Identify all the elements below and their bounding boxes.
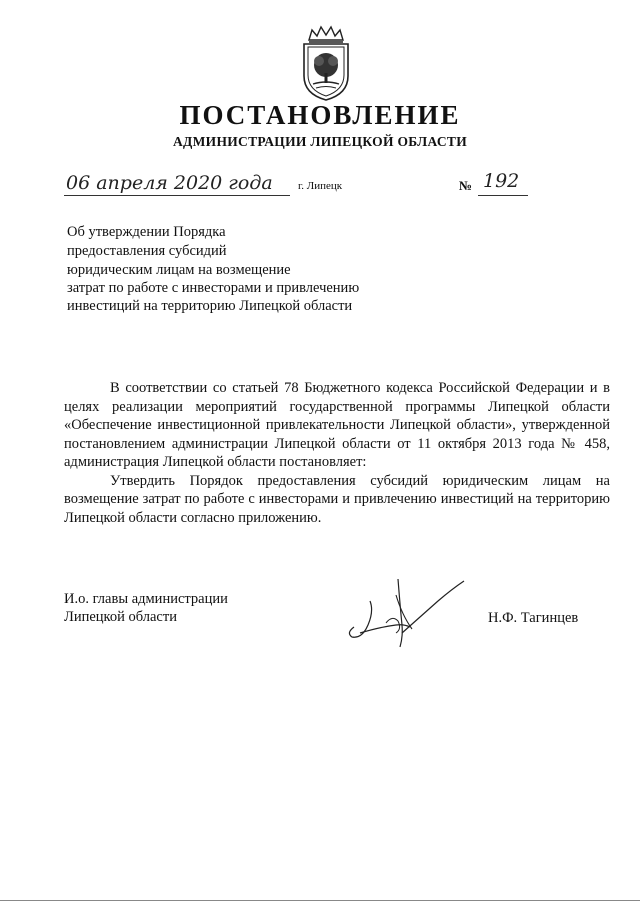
number-label: № <box>459 178 473 193</box>
subject-line: юридическим лицам на возмещение <box>67 262 291 278</box>
subject-line: предоставления субсидий <box>67 243 227 259</box>
date-underline <box>64 195 290 196</box>
signer-name: Н.Ф. Тагинцев <box>488 610 579 626</box>
document-body <box>64 379 610 527</box>
document-title: ПОСТАНОВЛЕНИЕ <box>179 100 461 130</box>
coat-of-arms-icon <box>299 24 353 102</box>
handwritten-date: 06 апреля 2020 года <box>66 172 273 194</box>
signer-position: И.о. главы администрации <box>64 591 228 607</box>
body-paragraph: В соответствии со статьей 78 Бюджетного кодекса Российской Федерации и в целях реализации мероприятий государственной программы Липецкой области «Обеспечение инвестиционной привлекательности Липецкой области», утвержденной постановлением администрации Липецкой области от 11 октября 2013 года № 458, администрация Липецкой области постановляет: <box>64 380 610 470</box>
subject-line: затрат по работе с инвесторами и привлечению <box>67 280 360 296</box>
subject-line: инвестиций на территорию Липецкой области <box>67 298 353 314</box>
handwritten-signature-icon <box>340 575 470 650</box>
signer-position: Липецкой области <box>64 609 177 625</box>
number-underline <box>478 195 528 196</box>
handwritten-number: 192 <box>483 170 520 192</box>
subject-line: Об утверждении Порядка <box>67 224 226 240</box>
city: г. Липецк <box>298 180 343 192</box>
body-paragraph: Утвердить Порядок предоставления субсидий юридическим лицам на возмещение затрат по работе с инвесторами и привлечению инвестиций на территорию Липецкой области согласно приложению. <box>64 472 610 526</box>
document-subtitle: АДМИНИСТРАЦИИ ЛИПЕЦКОЙ ОБЛАСТИ <box>172 134 468 149</box>
page-bottom-edge <box>0 900 640 901</box>
